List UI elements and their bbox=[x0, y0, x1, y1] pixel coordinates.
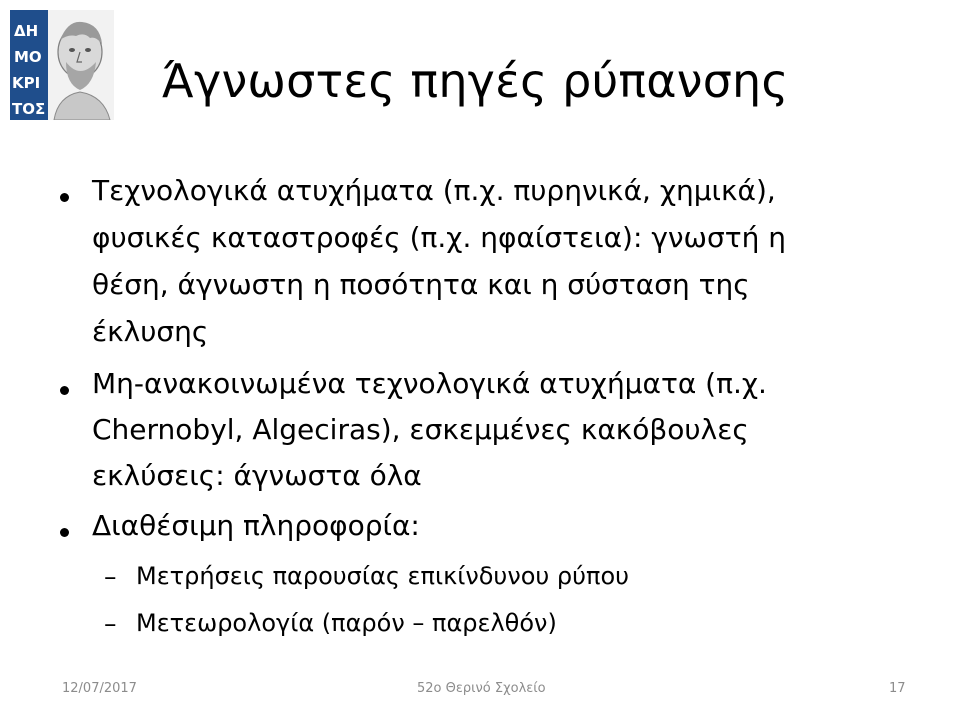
bullet-line: θέση, άγνωστη η ποσότητα και η σύσταση της bbox=[92, 268, 750, 301]
logo-letters-4: ΤΟΣ bbox=[12, 100, 46, 118]
bullet-line: Chernobyl, Algeciras), εσκεμμένες κακόβουλες bbox=[92, 413, 749, 446]
bullet-line: Τεχνολογικά ατυχήματα (π.χ. πυρηνικά, χημικά), bbox=[92, 174, 776, 207]
bullet-dot-icon bbox=[60, 528, 69, 537]
sub-bullet-text: Μετεωρολογία (παρόν – παρελθόν) bbox=[136, 609, 557, 637]
bullet-line: Διαθέσιμη πληροφορία: bbox=[92, 509, 420, 542]
bullet-line: εκλύσεις: άγνωστα όλα bbox=[92, 459, 422, 492]
footer-page-number: 17 bbox=[889, 681, 906, 696]
logo-letters-2: ΜΟ bbox=[14, 48, 42, 66]
sub-bullet-text: Μετρήσεις παρουσίας επικίνδυνου ρύπου bbox=[136, 562, 630, 590]
logo-letters-1: ΔΗ bbox=[14, 22, 39, 40]
bullet-line: φυσικές καταστροφές (π.χ. ηφαίστεια): γνωστή η bbox=[92, 221, 786, 254]
dash-icon: – bbox=[104, 609, 117, 638]
footer-center-text: 52ο Θερινό Σχολείο bbox=[417, 681, 546, 696]
footer-date: 12/07/2017 bbox=[62, 681, 137, 696]
bullet-line: έκλυσης bbox=[92, 315, 209, 348]
bullet-dot-icon bbox=[60, 193, 69, 202]
bullet-line: Μη-ανακοινωμένα τεχνολογικά ατυχήματα (π.χ. bbox=[92, 367, 767, 400]
dash-icon: – bbox=[104, 562, 117, 591]
slide-title: Άγνωστες πηγές ρύπανσης bbox=[162, 54, 789, 108]
logo-letters-3: ΚΡΙ bbox=[12, 74, 41, 92]
bullet-dot-icon bbox=[60, 386, 69, 395]
